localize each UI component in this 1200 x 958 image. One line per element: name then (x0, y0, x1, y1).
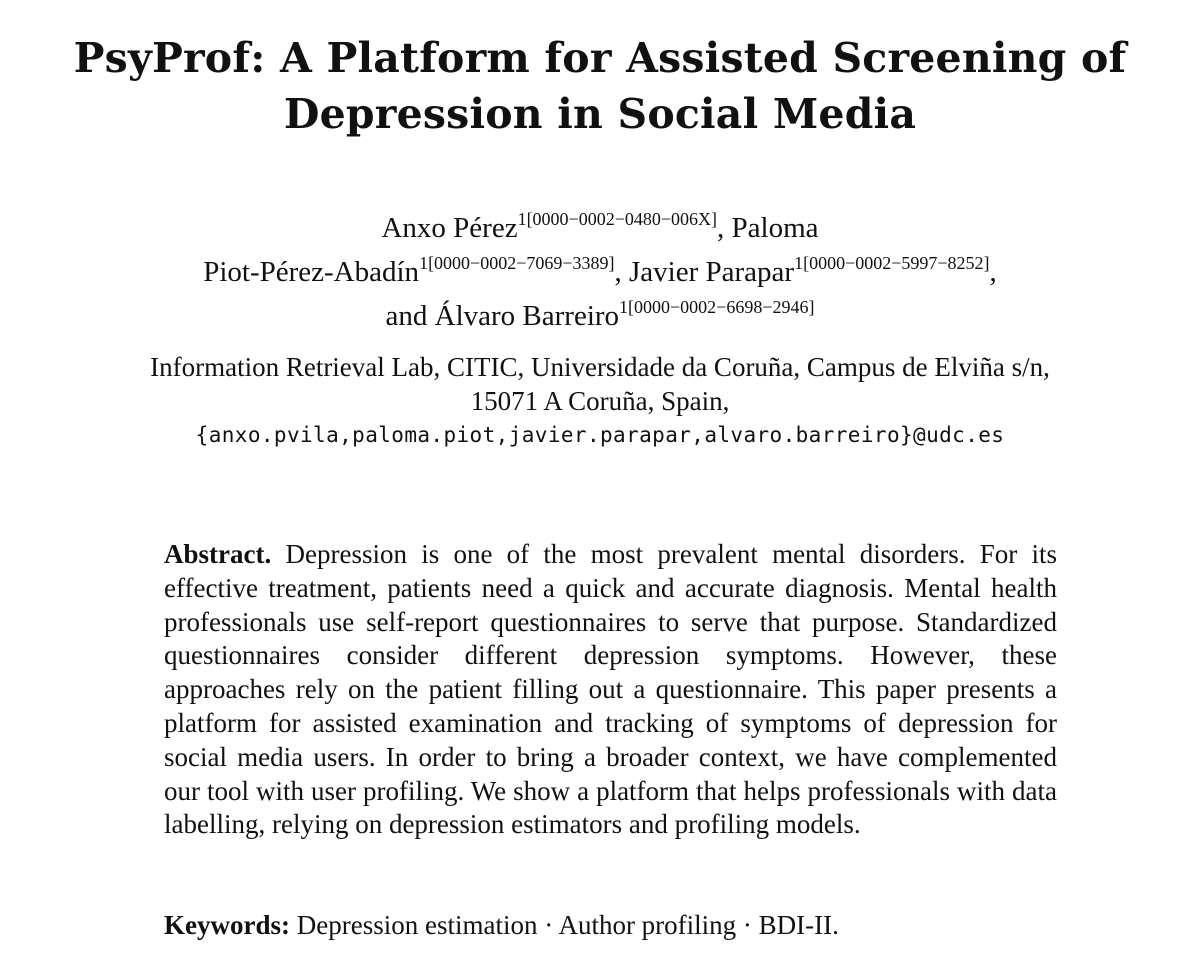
author-separator: , (989, 256, 997, 288)
title-line-2: Depression in Social Media (283, 90, 917, 138)
abstract-label: Abstract. (164, 539, 272, 569)
keywords (164, 908, 1057, 942)
authors-line-1 (40, 206, 1160, 250)
keywords-label: Keywords: (164, 910, 290, 940)
author-name-second-part: Piot-Pérez-Abadín (203, 256, 420, 288)
title-line-1: PsyProf: A Platform for Assisted Screening of (73, 34, 1127, 82)
author-orcid: 1[0000−0002−0480−006X] (517, 209, 718, 229)
author-orcid: 1[0000−0002−5997−8252] (794, 253, 990, 273)
affiliation-line-2: 15071 A Coruña, Spain, (470, 386, 730, 416)
author-separator: , (614, 256, 630, 288)
authors-line-3 (40, 294, 1160, 338)
author-name-first-part: Paloma (731, 212, 819, 244)
author-separator: , (717, 212, 732, 244)
author-orcid: 1[0000−0002−6698−2946] (619, 297, 815, 317)
author-name: and Álvaro Barreiro (385, 300, 620, 332)
author-name: Anxo Pérez (381, 212, 518, 244)
keywords-text: Depression estimation · Author profiling · BDI-II. (296, 910, 839, 940)
author-list (40, 206, 1160, 338)
abstract (164, 538, 1057, 842)
author-emails: {anxo.pvila,paloma.piot,javier.parapar,alvaro.barreiro}@udc.es (195, 423, 1005, 447)
author-name: Javier Parapar (629, 256, 795, 288)
author-orcid: 1[0000−0002−7069−3389] (419, 253, 615, 273)
affiliation-line-1: Information Retrieval Lab, CITIC, Universidade da Coruña, Campus de Elviña s/n, (150, 352, 1050, 382)
abstract-text: Depression is one of the most prevalent mental disorders. For its effective treatment, patients need a quick and accurate diagnosis. Mental health professionals use self-report questionnaires to serve that purpose. Standardized questionnaires consider different depression symptoms. However, these approaches rely on the patient filling out a questionnaire. This paper presents a platform for assisted examination and tracking of symptoms of depression for social media users. In order to bring a broader context, we have complemented our tool with user profiling. We show a platform that helps professionals with data labelling, relying on depression estimators and profiling models. (164, 539, 1058, 840)
paper-title (40, 30, 1160, 142)
authors-line-2 (40, 250, 1160, 294)
affiliation (30, 350, 1170, 452)
